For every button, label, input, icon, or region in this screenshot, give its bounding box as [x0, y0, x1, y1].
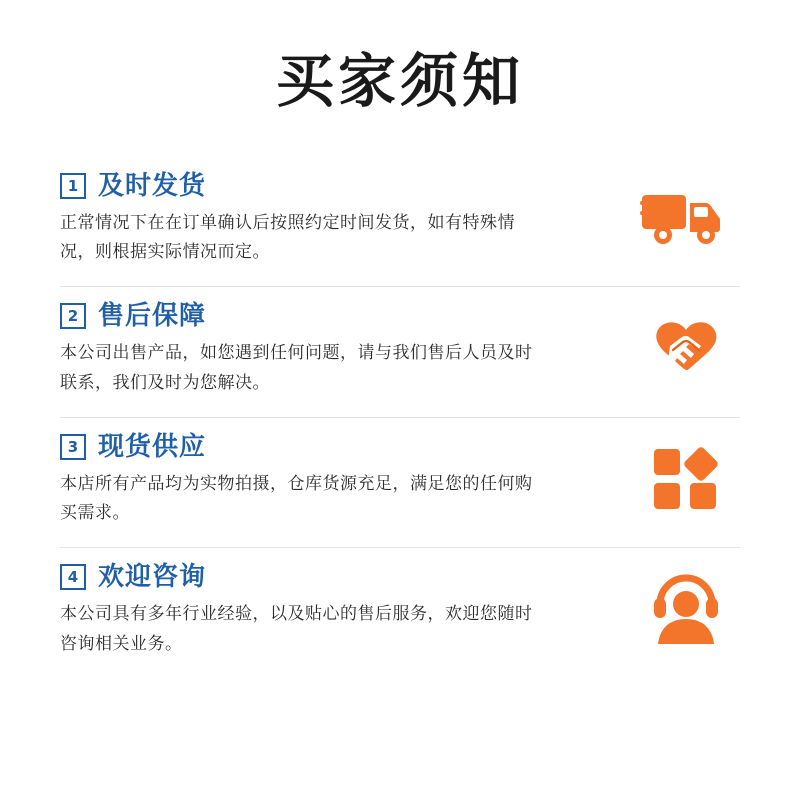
- list-item-header: [60, 301, 616, 332]
- item-number-badge: 3: [60, 434, 86, 460]
- page-title: 买家须知: [275, 47, 524, 115]
- item-description: 本公司具有多年行业经验，以及贴心的售后服务，欢迎您随时咨询相关业务。: [60, 604, 533, 654]
- list-item-content: [60, 170, 636, 269]
- item-number-badge: 1: [60, 173, 86, 199]
- list-item: [60, 548, 740, 678]
- notice-list: [0, 157, 800, 678]
- item-title: 现货供应: [98, 431, 207, 462]
- list-item-header: [60, 562, 616, 593]
- list-item-content: [60, 303, 636, 399]
- item-description: 正常情况下在在订单确认后按照约定时间发货，如有特殊情况，则根据实际情况而定。: [60, 212, 515, 263]
- item-title: 及时发货: [98, 170, 207, 201]
- headset-support-icon: [636, 566, 736, 652]
- list-item: [60, 157, 740, 288]
- item-description: 本公司出售产品，如您遇到任何问题，请与我们售后人员及时联系，我们及时为您解决。: [60, 343, 533, 393]
- truck-icon: [636, 175, 736, 261]
- item-title: 欢迎咨询: [98, 562, 207, 593]
- handshake-icon: [636, 305, 736, 391]
- list-item-header: [60, 431, 616, 462]
- list-item-header: [60, 170, 616, 201]
- item-title: 售后保障: [98, 301, 207, 332]
- list-item-content: [60, 431, 636, 530]
- item-description: 本店所有产品均为实物拍摄，仓库货源充足，满足您的任何购买需求。: [60, 473, 533, 524]
- item-number-badge: 4: [60, 564, 86, 590]
- list-item-content: [60, 564, 636, 660]
- list-item: [60, 287, 740, 418]
- item-number-badge: 2: [60, 303, 86, 329]
- list-item: [60, 418, 740, 549]
- boxes-icon: [636, 436, 736, 522]
